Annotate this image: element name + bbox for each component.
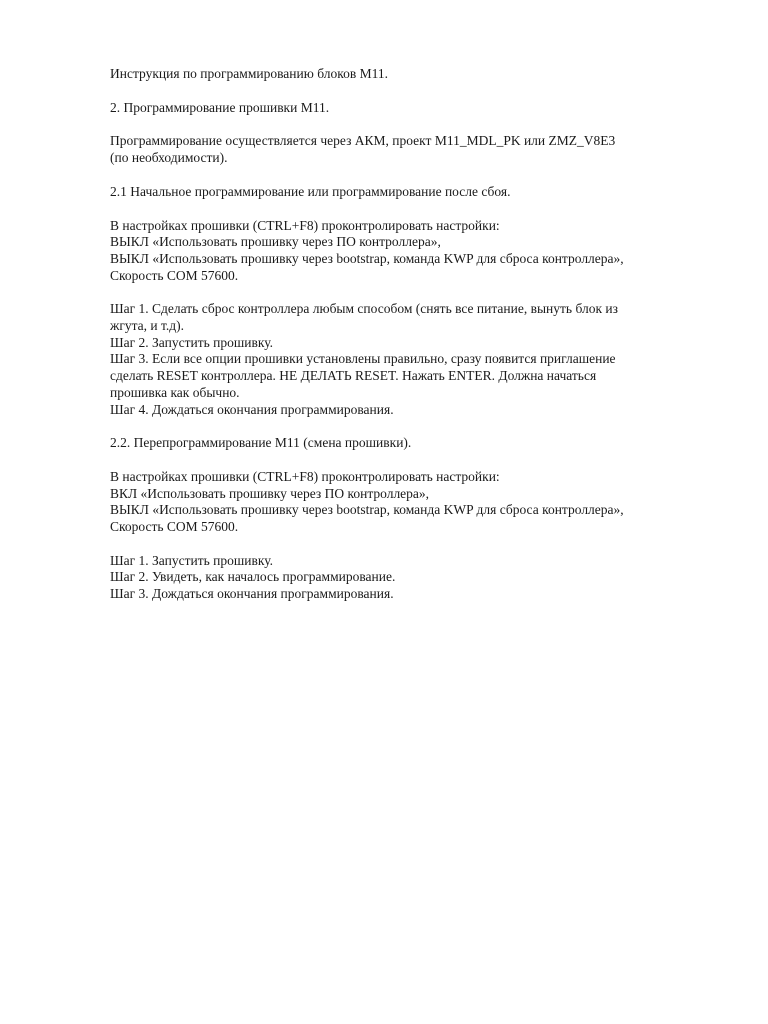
section-2-2-steps	[110, 553, 710, 603]
text-line: 2.1 Начальное программирование или программирование после сбоя.	[110, 183, 511, 199]
text-line: ВЫКЛ «Использовать прошивку через bootstrap, команда KWP для сброса контроллера»,	[110, 250, 624, 266]
text-line: Шаг 2. Увидеть, как началось программирование.	[110, 569, 396, 585]
section-2-1-heading	[110, 184, 710, 201]
text-line: 2. Программирование прошивки М11.	[110, 99, 330, 115]
text-line: 2.2. Перепрограммирование М11 (смена прошивки).	[110, 435, 412, 451]
text-line: (по необходимости).	[110, 150, 228, 166]
text-line: Шаг 3. Дождаться окончания программирования.	[110, 586, 394, 602]
text-line: Программирование осуществляется через АКМ, проект M11_MDL_PK или ZMZ_V8E3	[110, 133, 616, 149]
section-2-1-settings	[110, 218, 710, 285]
document-page	[110, 66, 710, 620]
text-line: Скорость СОМ 57600.	[110, 267, 239, 283]
text-line: Шаг 3. Если все опции прошивки установлены правильно, сразу появится приглашение	[110, 351, 616, 367]
text-line: В настройках прошивки (CTRL+F8) проконтролировать настройки:	[110, 217, 500, 233]
intro-paragraph	[110, 133, 710, 166]
section-2-heading	[110, 100, 710, 117]
text-line: Шаг 1. Сделать сброс контроллера любым способом (снять все питание, вынуть блок из	[110, 301, 618, 317]
text-line: сделать RESET контроллера. НЕ ДЕЛАТЬ RESET. Нажать ENTER. Должна начаться	[110, 368, 597, 384]
text-line: жгута, и т.д).	[110, 318, 185, 334]
text-line: прошивка как обычно.	[110, 384, 240, 400]
text-line: Шаг 4. Дождаться окончания программирования.	[110, 401, 394, 417]
document-title	[110, 66, 710, 83]
text-line: Скорость СОМ 57600.	[110, 519, 239, 535]
text-line: ВЫКЛ «Использовать прошивку через bootstrap, команда KWP для сброса контроллера»,	[110, 502, 624, 518]
section-2-2-heading	[110, 435, 710, 452]
text-line: В настройках прошивки (CTRL+F8) проконтролировать настройки:	[110, 468, 500, 484]
text-line: Шаг 2. Запустить прошивку.	[110, 334, 273, 350]
text-line: ВКЛ «Использовать прошивку через ПО контроллера»,	[110, 485, 430, 501]
section-2-2-settings	[110, 469, 710, 536]
section-2-1-steps	[110, 301, 710, 418]
text-line: ВЫКЛ «Использовать прошивку через ПО контроллера»,	[110, 234, 441, 250]
text-line: Инструкция по программированию блоков М11.	[110, 66, 388, 81]
text-line: Шаг 1. Запустить прошивку.	[110, 552, 273, 568]
